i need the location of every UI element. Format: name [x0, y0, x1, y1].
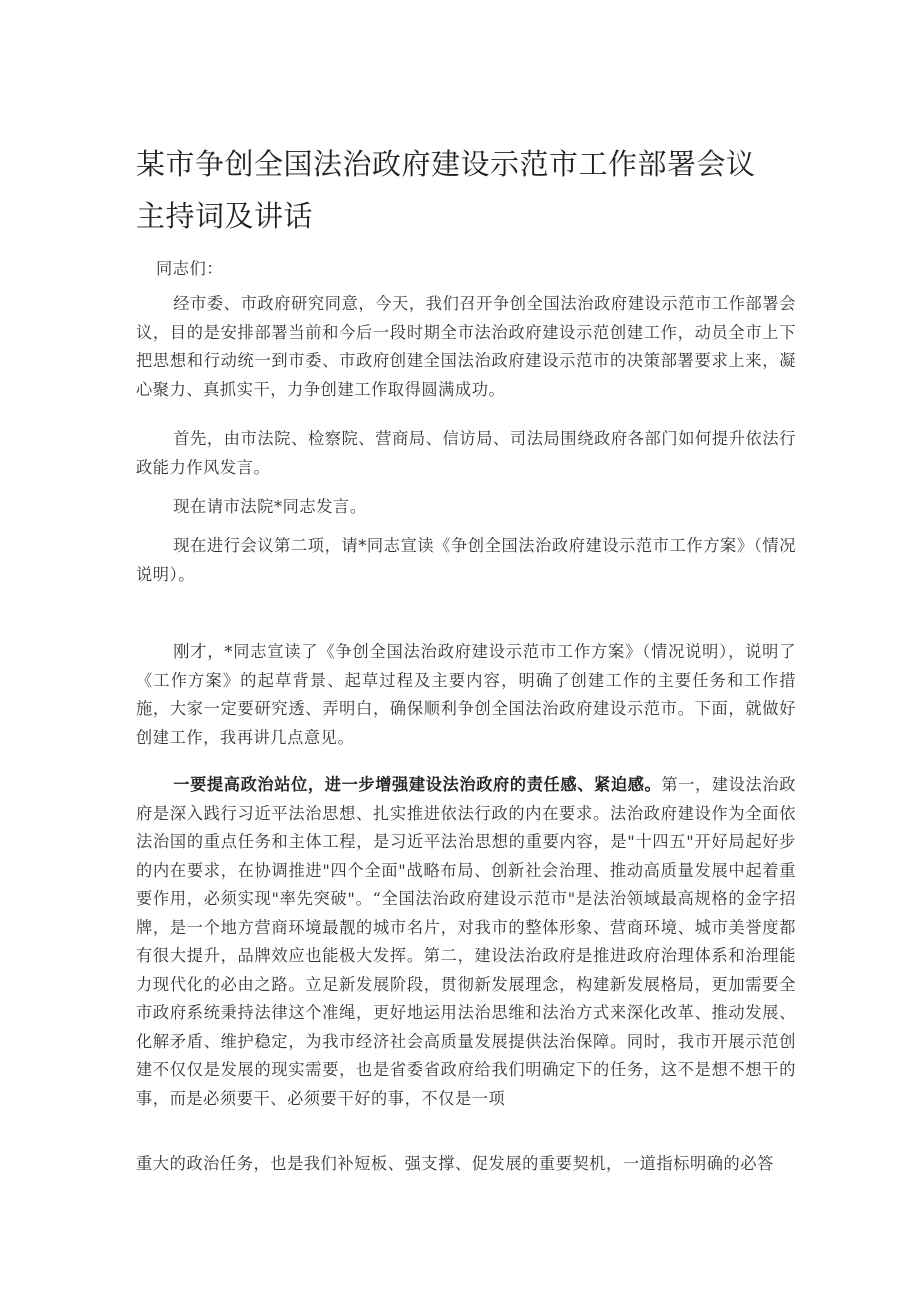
paragraph-opening: 经市委、市政府研究同意，今天，我们召开争创全国法治政府建设示范市工作部署会议，目的是安排部署当前和今后一段时期全市法治政府建设示范创建工作，动员全市上下把思想和行动统一到市委、市政府创建全国法治政府建设示范市的决策部署要求上来，凝心聚力、真抓实干，力争创建工作取得圆满成功。: [136, 294, 796, 399]
paragraph-court-speech: 现在请市法院*同志发言。: [173, 497, 367, 516]
paragraph-speech-intro: 刚才，*同志宣读了《争创全国法治政府建设示范市工作方案》（情况说明），说明了《工作方案》的起草背景、起草过程及主要内容，明确了创建工作的主要任务和工作措施，大家一定要研究透、弄明白，确保顺利争创全国法治政府建设示范市。下面，就做好创建工作，我再讲几点意见。: [136, 642, 796, 747]
point-one-heading: 一要提高政治站位，进一步增强建设法治政府的责任感、紧迫感。: [173, 775, 662, 794]
paragraph-agenda-item-two: 现在进行会议第二项，请*同志宣读《争创全国法治政府建设示范市工作方案》（情况说明）。: [136, 536, 796, 584]
salutation: 同志们：: [156, 259, 224, 278]
document-title: 某市争创全国法治政府建设示范市工作部署会议主持词及讲话: [136, 147, 756, 233]
paragraph-continuation: 重大的政治任务，也是我们补短板、强支撑、促发展的重要契机，一道指标明确的必答: [136, 1154, 774, 1173]
paragraph-first-speakers: 首先，由市法院、检察院、营商局、信访局、司法局围绕政府各部门如何提升依法行政能力作风发言。: [136, 429, 796, 477]
point-one-body: 第一，建设法治政府是深入践行习近平法治思想、扎实推进依法行政的内在要求。法治政府建设作为全面依法治国的重点任务和主体工程，是习近平法治思想的重要内容，是"十四五"开好局起好步的内在要求，在协调推进"四个全面"战略布局、创新社会治理、推动高质量发展中起着重要作用，必须实现"率先突破"。“全国法治政府建设示范市"是法治领域最高规格的金字招牌，是一个地方营商环境最靓的城市名片，对我市的整体形象、营商环境、城市美誉度都有很大提升，品牌效应也能极大发挥。第二，建设法治政府是推进政府治理体系和治理能力现代化的必由之路。立足新发展阶段，贯彻新发展理念，构建新发展格局，更加需要全市政府系统秉持法律这个准绳，更好地运用法治思维和法治方式来深化改革、推动发展、化解矛盾、维护稳定，为我市经济社会高质量发展提供法治保障。同时，我市开展示范创建不仅仅是发展的现实需要，也是省委省政府给我们明确定下的任务，这不是想不想干的事，而是必须要干、必须要干好的事，不仅是一项: [136, 775, 796, 1108]
paragraph-point-one: [136, 771, 796, 1113]
